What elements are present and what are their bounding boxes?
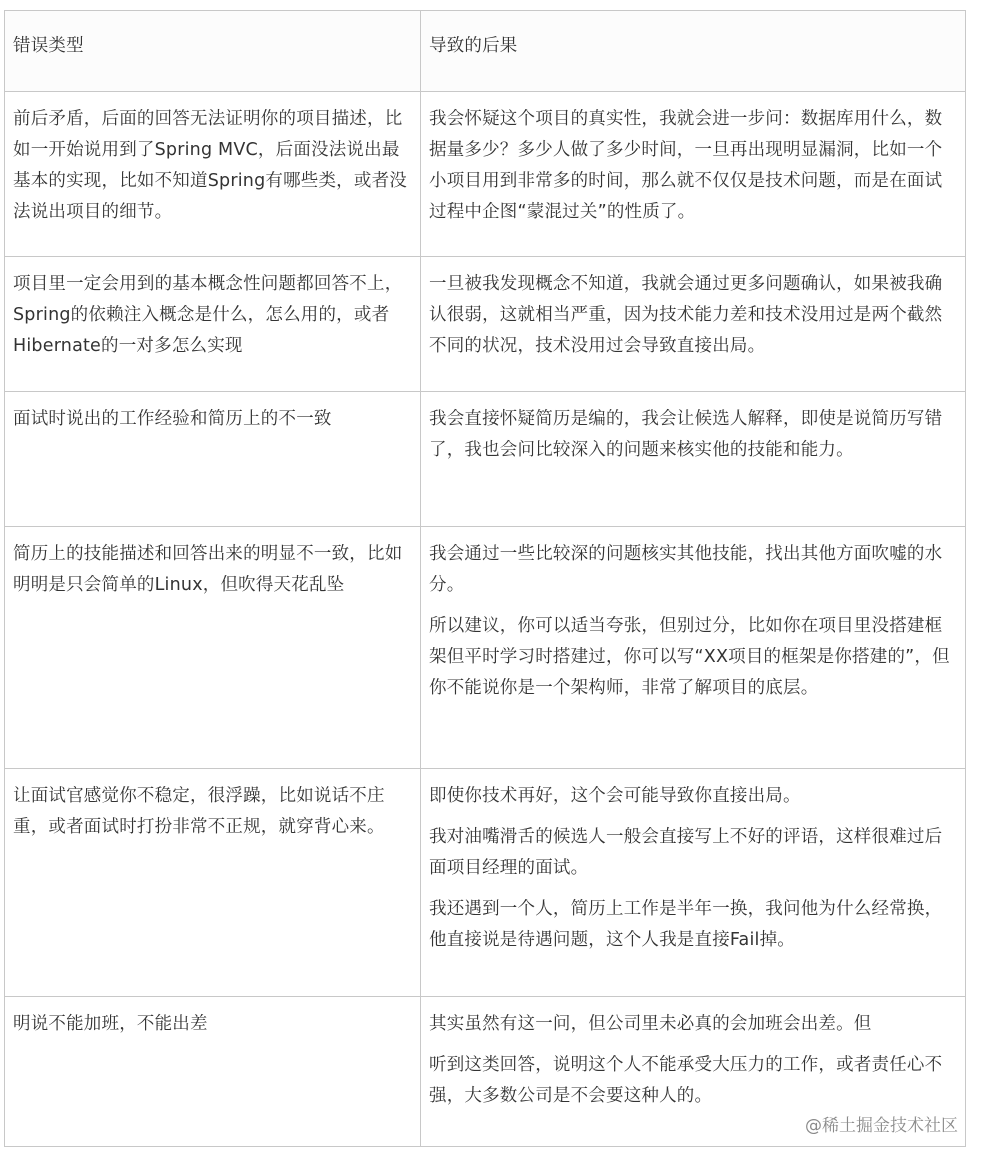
consequence-text: 听到这类回答，说明这个人不能承受大压力的工作，或者责任心不强，大多数公司是不会要这种人的。 <box>429 1055 943 1106</box>
consequence-text: 即使你技术再好，这个会可能导致你直接出局。 <box>429 786 801 806</box>
consequence-text: 所以建议，你可以适当夸张，但别过分，比如你在项目里没搭建框架但平时学习时搭建过，你可以写“XX项目的框架是你搭建的”，但你不能说你是一个架构师，非常了解项目的底层。 <box>429 616 950 698</box>
consequence-text: 我会怀疑这个项目的真实性，我就会进一步问：数据库用什么，数据量多少？多少人做了多少时间，一旦再出现明显漏洞，比如一个小项目用到非常多的时间，那么就不仅仅是技术问题，而是在面试过程中企图“蒙混过关”的性质了。 <box>429 109 943 222</box>
table-row <box>5 527 966 769</box>
consequence-text: 一旦被我发现概念不知道，我就会通过更多问题确认，如果被我确认很弱，这就相当严重，因为技术能力差和技术没用过是两个截然不同的状况，技术没用过会导致直接出局。 <box>429 274 943 356</box>
consequence-cell <box>421 92 966 257</box>
consequence-cell <box>421 257 966 392</box>
error-type-cell: 项目里一定会用到的基本概念性问题都回答不上，Spring的依赖注入概念是什么，怎么用的，或者Hibernate的一对多怎么实现 <box>5 257 421 392</box>
table-row <box>5 769 966 997</box>
error-type-cell: 简历上的技能描述和回答出来的明显不一致，比如明明是只会简单的Linux，但吹得天花乱坠 <box>5 527 421 769</box>
header-error-type: 错误类型 <box>5 11 421 92</box>
consequence-text: 我对油嘴滑舌的候选人一般会直接写上不好的评语，这样很难过后面项目经理的面试。 <box>429 827 943 878</box>
consequence-text: 我还遇到一个人，简历上工作是半年一换，我问他为什么经常换，他直接说是待遇问题，这个人我是直接Fail掉。 <box>429 899 943 950</box>
error-type-cell: 前后矛盾，后面的回答无法证明你的项目描述，比如一开始说用到了Spring MVC，后面没法说出最基本的实现，比如不知道Spring有哪些类，或者没法说出项目的细节。 <box>5 92 421 257</box>
error-type-cell: 面试时说出的工作经验和简历上的不一致 <box>5 392 421 527</box>
header-consequence: 导致的后果 <box>421 11 966 92</box>
table-header-row <box>5 11 966 92</box>
watermark: @稀土掘金技术社区 <box>805 1111 958 1136</box>
error-type-cell: 让面试官感觉你不稳定，很浮躁，比如说话不庄重，或者面试时打扮非常不正规，就穿背心来。 <box>5 769 421 997</box>
table-row <box>5 92 966 257</box>
error-type-cell: 明说不能加班，不能出差 <box>5 997 421 1147</box>
consequence-text: 我会通过一些比较深的问题核实其他技能，找出其他方面吹嘘的水分。 <box>429 544 943 595</box>
consequence-text: 我会直接怀疑简历是编的，我会让候选人解释，即使是说简历写错了，我也会问比较深入的问题来核实他的技能和能力。 <box>429 409 943 460</box>
table-row <box>5 392 966 527</box>
consequence-text: 其实虽然有这一问，但公司里未必真的会加班会出差。但 <box>429 1014 872 1034</box>
consequence-cell <box>421 527 966 769</box>
table-row <box>5 257 966 392</box>
interview-mistakes-table <box>4 10 966 1147</box>
consequence-cell <box>421 769 966 997</box>
consequence-cell <box>421 392 966 527</box>
